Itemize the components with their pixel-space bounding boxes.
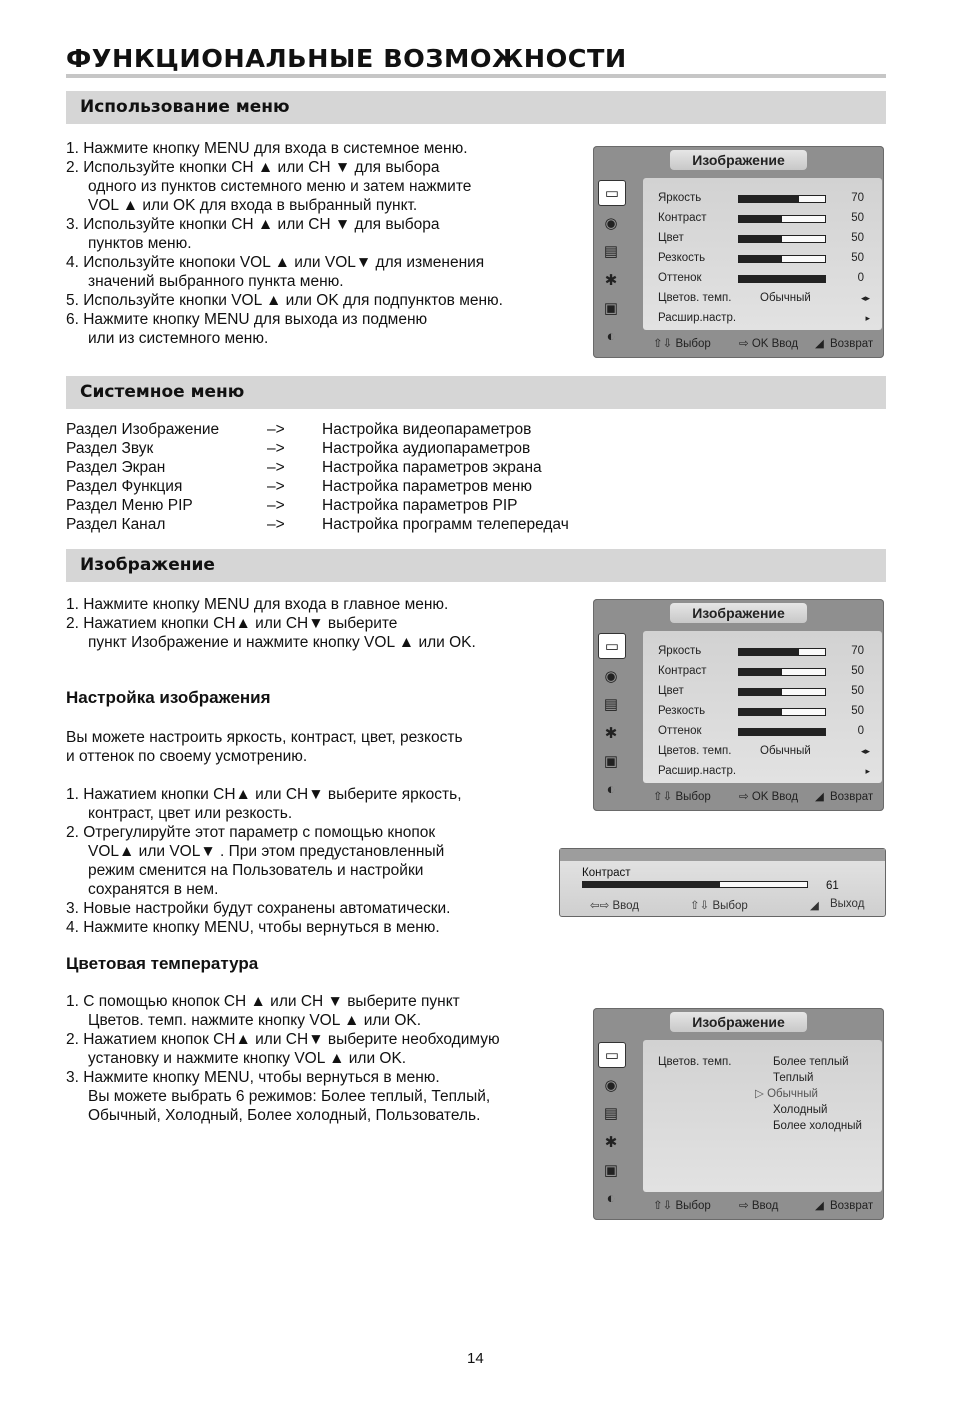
osd-row-color xyxy=(658,681,874,701)
function-icon: ✱ xyxy=(604,1133,618,1151)
osd-row-sharpness xyxy=(658,248,874,268)
section-title: Использование меню xyxy=(80,97,290,117)
temp-option-label: Холодный xyxy=(773,1104,828,1116)
section-header-system-menu xyxy=(66,376,886,409)
osd-row-value: 70 xyxy=(851,645,864,657)
level-fill xyxy=(739,729,825,735)
description-line: и оттенок по своему усмотрению. xyxy=(66,748,308,765)
osd-row-label: Цветов. темп. xyxy=(658,1056,732,1068)
level-bar xyxy=(738,648,826,656)
instruction-line: Вы можете выбрать 6 режимов: Более теплый, Теплый, xyxy=(88,1088,491,1105)
osd-row-label: Резкость xyxy=(658,705,706,717)
instruction-line: пункт Изображение и нажмите кнопку VOL ▲ или OK. xyxy=(88,634,476,651)
instruction-line: 1. Нажатием кнопки CH▲ или CH▼ выберите яркость, xyxy=(66,786,462,803)
osd-row-label: Цветов. темп. xyxy=(658,745,732,757)
level-fill xyxy=(739,689,782,695)
osd-row-value: Обычный xyxy=(760,745,811,757)
osd-body xyxy=(643,1040,882,1192)
level-bar xyxy=(582,881,808,888)
level-bar xyxy=(738,708,826,716)
screen-icon: ▤ xyxy=(603,696,619,714)
osd-title: Изображение xyxy=(670,603,807,623)
osd-row-value: 50 xyxy=(851,685,864,697)
osd-row-brightness xyxy=(658,641,874,661)
section-description: Настройка видеопараметров xyxy=(322,421,532,438)
tv-menu-picture xyxy=(593,146,884,358)
section-name: Раздел Звук xyxy=(66,440,154,457)
osd-icon-column xyxy=(598,1042,626,1216)
level-fill xyxy=(739,276,825,282)
section-description: Настройка параметров экрана xyxy=(322,459,542,476)
level-fill xyxy=(739,196,799,202)
sound-icon: ◉ xyxy=(604,1076,618,1094)
system-menu-arrows xyxy=(267,420,285,534)
footer-back-hint: Возврат xyxy=(830,338,874,350)
level-bar xyxy=(738,215,826,223)
footer-back-hint: Возврат xyxy=(830,791,874,803)
osd-row-value: Обычный xyxy=(760,292,811,304)
osd-row-value: 50 xyxy=(851,212,864,224)
level-fill xyxy=(739,649,799,655)
osd-row-value: 0 xyxy=(857,272,864,284)
cursor-arrow-icon: ▷ xyxy=(755,1088,764,1100)
level-bar xyxy=(738,235,826,243)
instruction-line: 2. Нажатием кнопок CH▲ или CH▼ выберите необходимую xyxy=(66,1031,500,1048)
level-bar xyxy=(738,195,826,203)
osd-row-tint xyxy=(658,721,874,741)
instruction-line: 3. Используйте кнопки CH ▲ или CH ▼ для выбора xyxy=(66,216,440,233)
osd-footer xyxy=(593,1196,884,1216)
arrow-text: –> xyxy=(267,516,285,533)
screen-icon: ▤ xyxy=(603,1105,619,1123)
osd-row-value: 0 xyxy=(857,725,864,737)
contrast-adjust-bar xyxy=(559,848,886,917)
back-icon: ◢ xyxy=(815,338,824,350)
section-name: Раздел Меню PIP xyxy=(66,497,193,514)
pip-icon: ▣ xyxy=(603,1162,619,1180)
picture-icon: ▭ xyxy=(598,1042,626,1068)
instruction-line: Цветов. темп. нажмите кнопку VOL ▲ или OK. xyxy=(88,1012,422,1029)
footer-enter-hint: ⇨ OK Ввод xyxy=(739,338,799,350)
osd-row-color-temp xyxy=(658,741,874,761)
instruction-line: 4. Используйте кнопоки VOL ▲ или VOL▼ для изменения xyxy=(66,254,485,271)
section-title: Изображение xyxy=(80,555,215,575)
function-icon: ✱ xyxy=(604,724,618,742)
instruction-line: 1. Нажмите кнопку MENU для входа в системное меню. xyxy=(66,140,468,157)
section-title: Системное меню xyxy=(80,382,245,402)
picture-icon: ▭ xyxy=(598,180,626,206)
page-title: ФУНКЦИОНАЛЬНЫЕ ВОЗМОЖНОСТИ xyxy=(66,44,627,73)
function-icon: ✱ xyxy=(604,271,618,289)
page-number: 14 xyxy=(467,1350,484,1367)
description-line: Вы можете настроить яркость, контраст, цвет, резкость xyxy=(66,729,463,746)
instruction-line: или из системного меню. xyxy=(88,330,269,347)
osd-row-brightness xyxy=(658,188,874,208)
section-name: Раздел Канал xyxy=(66,516,166,533)
right-arrow-icon: ▸ xyxy=(865,313,870,323)
osd-row-value: 50 xyxy=(851,232,864,244)
footer-back-hint: Возврат xyxy=(830,1200,874,1212)
channel-icon: ◐ xyxy=(606,1190,616,1208)
osd-row-label: Оттенок xyxy=(658,725,702,737)
osd-row-value: 50 xyxy=(851,705,864,717)
osd-row-advanced xyxy=(658,761,874,781)
instruction-line: 3. Нажмите кнопку MENU, чтобы вернуться в меню. xyxy=(66,1069,440,1086)
instruction-line: 3. Новые настройки будут сохранены автоматически. xyxy=(66,900,451,917)
osd-row-label: Цветов. темп. xyxy=(658,292,732,304)
osd-footer xyxy=(593,787,884,807)
osd-icon-column xyxy=(598,633,626,807)
section-description: Настройка аудиопараметров xyxy=(322,440,531,457)
arrow-text: –> xyxy=(267,497,285,514)
section-description: Настройка параметров PIP xyxy=(322,497,518,514)
osd-row-label: Расшир.настр. xyxy=(658,312,737,324)
instruction-line: 2. Отрегулируйте этот параметр с помощью кнопок xyxy=(66,824,436,841)
instruction-line: 6. Нажмите кнопку MENU для выхода из подменю xyxy=(66,311,428,328)
instruction-line: 1. Нажмите кнопку MENU для входа в главное меню. xyxy=(66,596,449,613)
section-description: Настройка программ телепередач xyxy=(322,516,569,533)
instruction-line: 4. Нажмите кнопку MENU, чтобы вернуться в меню. xyxy=(66,919,440,936)
adjust-value: 61 xyxy=(826,880,839,892)
osd-icon-column xyxy=(598,180,626,354)
footer-select-hint: ⇧⇩ Выбор xyxy=(653,791,711,803)
left-right-arrow-icon: ◂▸ xyxy=(860,746,870,756)
footer-exit-hint: Выход xyxy=(830,898,865,910)
instruction-line: значений выбранного пункта меню. xyxy=(88,273,344,290)
channel-icon: ◐ xyxy=(606,328,616,346)
arrow-text: –> xyxy=(267,440,285,457)
osd-row-tint xyxy=(658,268,874,288)
osd-row-label: Оттенок xyxy=(658,272,702,284)
instruction-line: 1. С помощью кнопок CH ▲ или CH ▼ выберите пункт xyxy=(66,993,460,1010)
section-name: Раздел Изображение xyxy=(66,421,220,438)
arrow-text: –> xyxy=(267,459,285,476)
osd-row-contrast xyxy=(658,208,874,228)
level-fill xyxy=(739,236,782,242)
instruction-line: VOL ▲ или OK для входа в выбранный пункт. xyxy=(88,197,418,214)
tv-menu-color-temp xyxy=(593,1008,884,1220)
instruction-line: контраст, цвет или резкость. xyxy=(88,805,293,822)
footer-select-hint: ⇧⇩ Выбор xyxy=(653,338,711,350)
picture-icon: ▭ xyxy=(598,633,626,659)
level-bar xyxy=(738,255,826,263)
osd-row-color xyxy=(658,228,874,248)
footer-enter-hint: ⇦⇨ Ввод xyxy=(590,900,639,912)
tv-menu-picture xyxy=(593,599,884,811)
osd-row-label: Яркость xyxy=(658,645,702,657)
level-fill xyxy=(739,669,782,675)
sound-icon: ◉ xyxy=(604,667,618,685)
instruction-line: Обычный, Холодный, Более холодный, Пользователь. xyxy=(88,1107,481,1124)
left-right-arrow-icon: ◂▸ xyxy=(860,293,870,303)
temp-option-label: Обычный xyxy=(767,1088,818,1100)
instruction-line: 2. Используйте кнопки CH ▲ или CH ▼ для выбора xyxy=(66,159,440,176)
adjust-label: Контраст xyxy=(582,867,631,879)
subsection-title: Цветовая температура xyxy=(66,954,259,973)
osd-row-contrast xyxy=(658,661,874,681)
instruction-line: пунктов меню. xyxy=(88,235,192,252)
title-divider xyxy=(66,74,886,78)
right-arrow-icon: ▸ xyxy=(865,766,870,776)
level-bar xyxy=(738,275,826,283)
osd-row-label: Контраст xyxy=(658,665,707,677)
section-description: Настройка параметров меню xyxy=(322,478,532,495)
level-bar xyxy=(738,728,826,736)
sound-icon: ◉ xyxy=(604,214,618,232)
instruction-line: VOL▲ или VOL▼ . При этом предустановленный xyxy=(88,843,445,860)
channel-icon: ◐ xyxy=(606,781,616,799)
system-menu-descriptions xyxy=(322,420,569,534)
instruction-line: режим сменится на Пользователь и настройки xyxy=(88,862,424,879)
temp-option xyxy=(773,1116,874,1136)
instruction-line: 2. Нажатием кнопки CH▲ или CH▼ выберите xyxy=(66,615,398,632)
osd-row-value: 50 xyxy=(851,252,864,264)
temp-option-label: Более холодный xyxy=(773,1120,862,1132)
instruction-line: одного из пунктов системного меню и затем нажмите xyxy=(88,178,472,195)
osd-row-sharpness xyxy=(658,701,874,721)
footer-enter-hint: ⇨ Ввод xyxy=(739,1200,779,1212)
osd-row-advanced xyxy=(658,308,874,328)
bar-header-strip xyxy=(560,849,885,861)
level-fill xyxy=(739,216,782,222)
footer-select-hint: ⇧⇩ Выбор xyxy=(690,900,748,912)
pip-icon: ▣ xyxy=(603,300,619,318)
osd-row-value: 70 xyxy=(851,192,864,204)
pip-icon: ▣ xyxy=(603,753,619,771)
osd-row-label: Яркость xyxy=(658,192,702,204)
osd-title: Изображение xyxy=(670,150,807,170)
subsection-title: Настройка изображения xyxy=(66,688,271,707)
instruction-line: сохранятся в нем. xyxy=(88,881,219,898)
instruction-line: установку и нажмите кнопку VOL ▲ или OK. xyxy=(88,1050,407,1067)
osd-body xyxy=(643,631,882,783)
footer-enter-hint: ⇨ OK Ввод xyxy=(739,791,799,803)
screen-icon: ▤ xyxy=(603,243,619,261)
section-header-menu-usage xyxy=(66,91,886,124)
instruction-line: 5. Используйте кнопки VOL ▲ или OK для подпунктов меню. xyxy=(66,292,503,309)
exit-icon: ◢ xyxy=(810,900,819,912)
section-header-picture xyxy=(66,549,886,582)
temp-option-label: Теплый xyxy=(773,1072,814,1084)
osd-row-label: Цвет xyxy=(658,232,684,244)
footer-select-hint: ⇧⇩ Выбор xyxy=(653,1200,711,1212)
arrow-text: –> xyxy=(267,478,285,495)
osd-row-value: 50 xyxy=(851,665,864,677)
osd-row-label: Цвет xyxy=(658,685,684,697)
level-fill xyxy=(583,882,720,887)
level-bar xyxy=(738,668,826,676)
osd-row-label: Резкость xyxy=(658,252,706,264)
level-fill xyxy=(739,256,782,262)
level-fill xyxy=(739,709,782,715)
osd-row-color-temp xyxy=(658,288,874,308)
section-name: Раздел Экран xyxy=(66,459,166,476)
osd-footer xyxy=(593,334,884,354)
section-name: Раздел Функция xyxy=(66,478,183,495)
osd-title: Изображение xyxy=(670,1012,807,1032)
system-menu-sections xyxy=(66,420,219,534)
back-icon: ◢ xyxy=(815,791,824,803)
osd-row-label: Контраст xyxy=(658,212,707,224)
osd-body xyxy=(643,178,882,330)
level-bar xyxy=(738,688,826,696)
arrow-text: –> xyxy=(267,421,285,438)
back-icon: ◢ xyxy=(815,1200,824,1212)
temp-option-label: Более теплый xyxy=(773,1056,849,1068)
osd-row-label: Расшир.настр. xyxy=(658,765,737,777)
